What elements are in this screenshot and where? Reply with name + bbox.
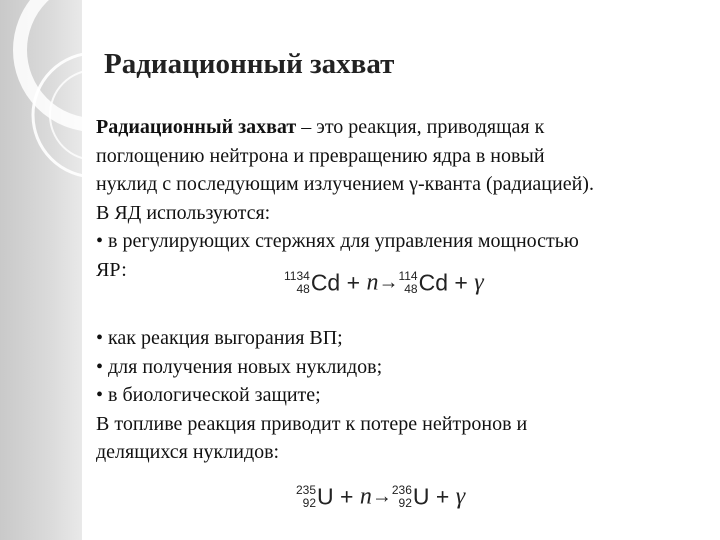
cd-lhs-mass: 1134 [284,268,310,283]
definition-text: – это реакция, приводящая к [296,116,545,138]
u-plus-1: + [340,483,354,510]
definition-line-1 [96,113,708,142]
cd-arrow: → [378,271,399,294]
u-lhs-mass: 235 [296,482,317,497]
cd-rhs-isotope [398,270,417,296]
formula-uranium [296,482,465,510]
bullet-control-rods-cont: ЯР: [96,258,127,281]
u-rhs-z: 92 [398,495,412,510]
cd-lhs-isotope [284,270,310,296]
u-rhs-symbol: U [412,483,430,510]
usage-heading: В ЯД используются: [96,201,271,224]
u-rhs-isotope [392,484,412,510]
bullet-control-rods: • в регулирующих стержнях для управления мощностью [96,230,579,252]
bullet-shielding: • в биологической защите; [96,384,321,406]
cd-lhs-symbol: Cd [310,269,341,296]
fuel-line-1: В топливе реакция приводит к потере нейтронов и [96,412,528,435]
u-plus-2: + [435,483,450,510]
bullet-burnup: • как реакция выгорания ВП; [96,327,343,349]
definition-line-3: нуклид с последующим излучением γ-кванта (радиацией). [96,173,594,195]
cd-rhs-symbol: Cd [418,269,448,296]
cd-rhs-z: 48 [404,281,418,296]
u-gamma: γ [455,483,466,510]
cd-rhs-mass: 114 [398,268,418,283]
slide-title: Радиационный захват [104,48,395,80]
u-lhs-symbol: U [317,483,334,510]
cd-plus-1: + [346,269,361,296]
bullet-new-nuclides: • для получения новых нуклидов; [96,355,383,378]
cd-plus-2: + [454,269,468,296]
u-rhs-mass: 236 [391,482,412,497]
cd-neutron: n [366,269,379,296]
definition-line-2: поглощению нейтрона и превращению ядра в новый [96,144,545,167]
u-neutron: n [359,483,372,510]
u-lhs-isotope [296,484,316,510]
u-lhs-z: 92 [302,495,317,510]
formula-cadmium [284,268,484,296]
cd-gamma: γ [474,269,484,296]
term-bold: Радиационный захват [96,116,297,138]
u-arrow: → [371,485,392,508]
cd-lhs-z: 48 [296,281,310,296]
fuel-line-2: делящихся нуклидов: [96,441,280,463]
